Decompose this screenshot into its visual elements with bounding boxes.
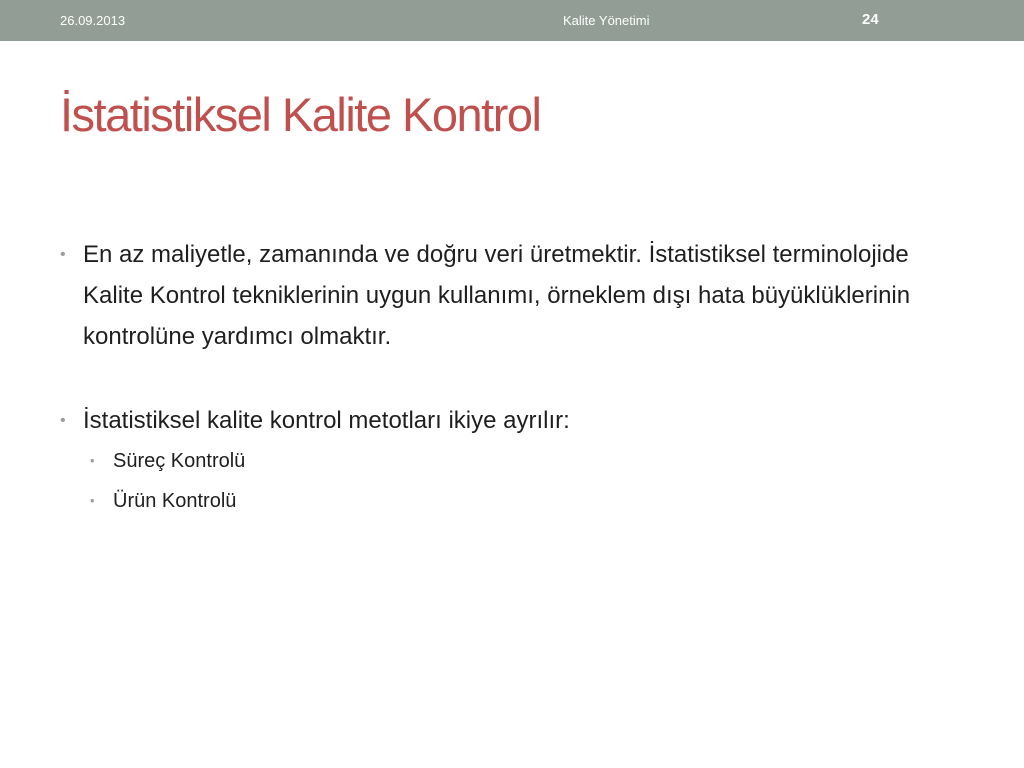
bullet-text: En az maliyetle, zamanında ve doğru veri üretmektir. İstatistiksel terminolojide Kalite Kontrol tekniklerinin uygun kullanımı, örneklem dışı hata büyüklüklerinin kontrolüne yardımcı olmaktır. (83, 241, 911, 350)
bullet-item-definition (60, 234, 940, 357)
header-title: Kalite Yönetimi (563, 13, 650, 28)
sub-bullet-list (60, 441, 940, 521)
slide-title: İstatistiksel Kalite Kontrol (60, 88, 541, 141)
page-number: 24 (862, 11, 879, 28)
bullet-marker: • (60, 246, 66, 263)
slide-content (60, 234, 940, 521)
sub-bullet-marker: • (90, 493, 95, 508)
bullet-item-methods (60, 400, 940, 441)
bullet-text: İstatistiksel kalite kontrol metotları ikiye ayrılır: (83, 407, 570, 434)
sub-bullet-text: Ürün Kontrolü (113, 490, 237, 512)
sub-bullet-product-control (60, 481, 940, 521)
header-bar (0, 0, 1024, 41)
sub-bullet-marker: • (90, 453, 95, 468)
header-date: 26.09.2013 (60, 13, 126, 28)
bullet-marker: • (60, 412, 66, 429)
sub-bullet-process-control (60, 441, 940, 481)
sub-bullet-text: Süreç Kontrolü (113, 450, 246, 472)
